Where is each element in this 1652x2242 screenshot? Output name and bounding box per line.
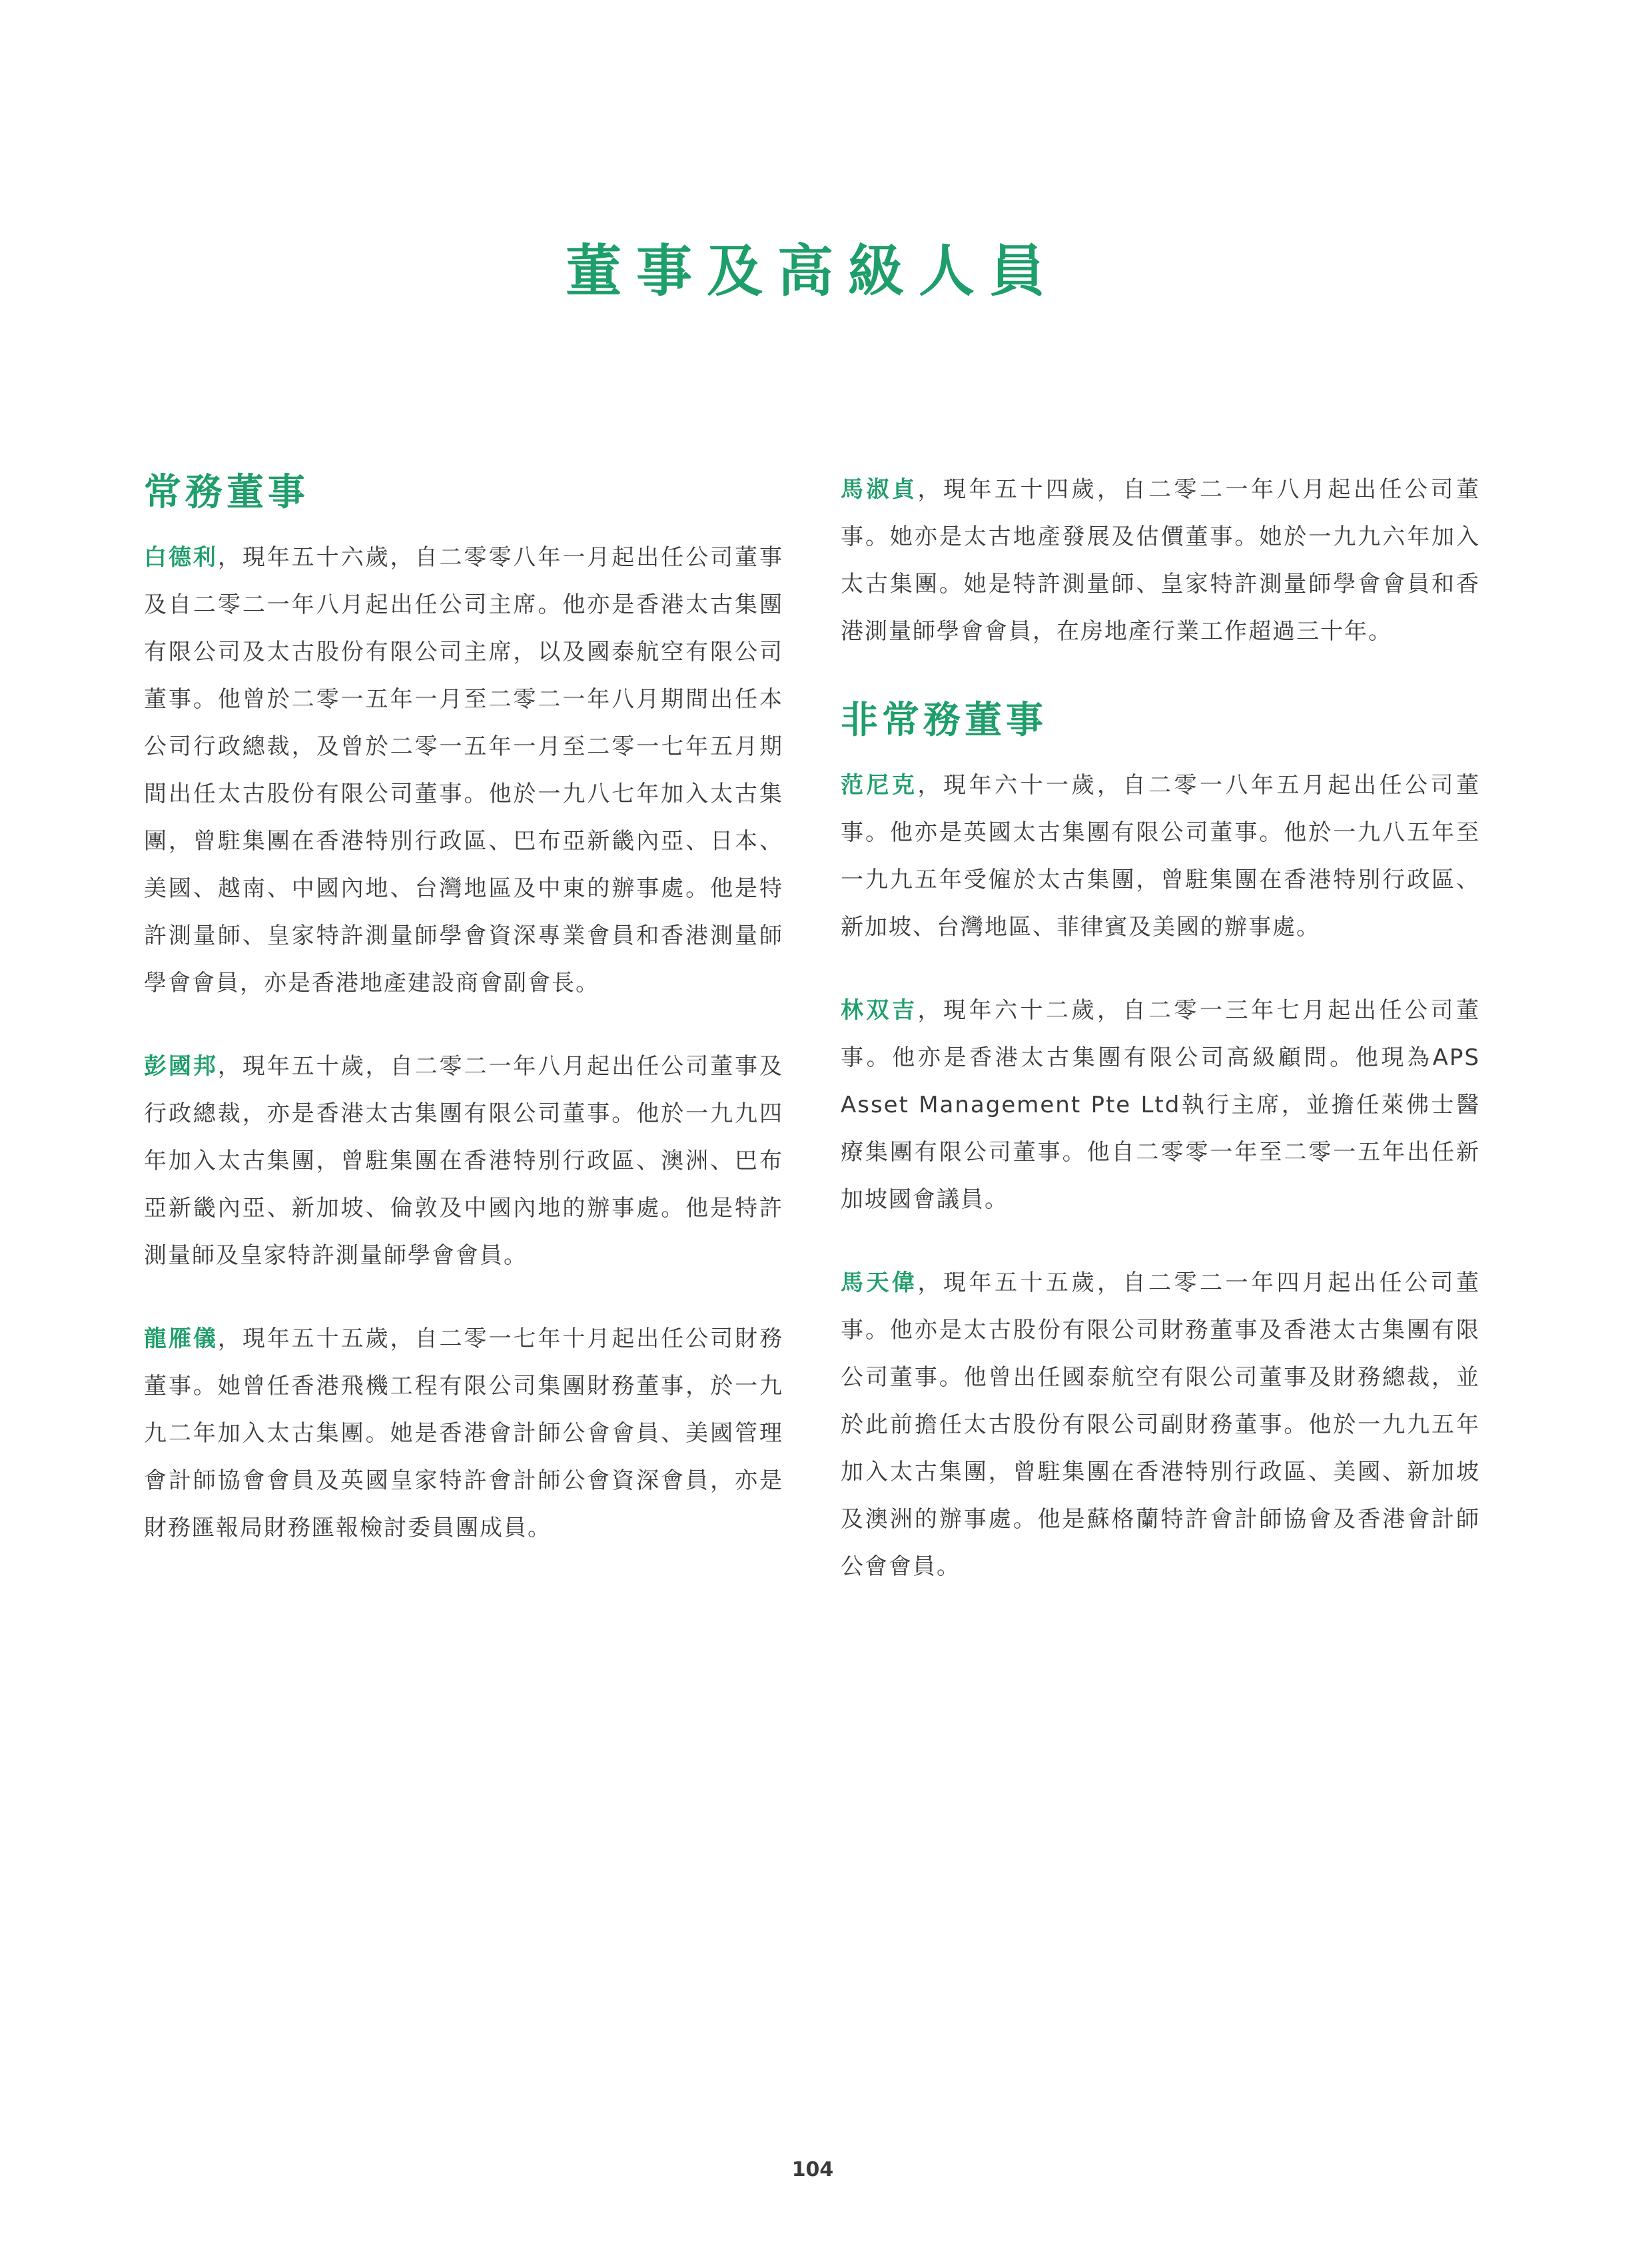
director-name: 龍雁儀 <box>144 1325 218 1352</box>
director-bio <box>841 1260 1480 1591</box>
director-name: 林双吉 <box>841 997 918 1024</box>
right-column <box>841 466 1480 1627</box>
section-heading-non-executive-directors: 非常務董事 <box>841 699 1047 742</box>
director-name: 馬天偉 <box>841 1270 918 1296</box>
director-bio-text: ，現年五十五歲，自二零二一年四月起出任公司董事。他亦是太古股份有限公司財務董事及香港太古集團有限公司董事。他曾出任國泰航空有限公司董事及財務總裁，並於此前擔任太古股份有限公司副財務董事。他於一九九五年加入太古集團，曾駐集團在香港特別行政區、美國、新加坡及澳洲的辦事處。他是蘇格蘭特許會計師協會及香港會計師公會會員。 <box>841 1270 1480 1580</box>
section-heading-executive-directors: 常務董事 <box>144 471 309 514</box>
director-bio <box>841 762 1480 951</box>
director-bio <box>144 534 783 1007</box>
left-column <box>144 466 783 1588</box>
director-name: 彭國邦 <box>144 1053 218 1080</box>
director-bio <box>841 987 1480 1224</box>
director-bio-text: ，現年五十四歲，自二零二一年八月起出任公司董事。她亦是太古地產發展及估價董事。她於一九九六年加入太古集團。她是特許測量師、皇家特許測量師學會會員和香港測量師學會會員，在房地產行業工作超過三十年。 <box>841 476 1480 645</box>
director-bio-text: ，現年六十二歲，自二零一三年七月起出任公司董事。他亦是香港太古集團有限公司高級顧問。他現為APS Asset Management Pte Ltd執行主席，並擔任萊佛士醫療集團有限公司董事。他自二零零一年至二零一五年出任新加坡國會議員。 <box>841 997 1480 1213</box>
director-bio <box>144 1315 783 1552</box>
director-bio-text: ，現年五十六歲，自二零零八年一月起出任公司董事及自二零二一年八月起出任公司主席。他亦是香港太古集團有限公司及太古股份有限公司主席，以及國泰航空有限公司董事。他曾於二零一五年一月至二零二一年八月期間出任本公司行政總裁，及曾於二零一五年一月至二零一七年五月期間出任太古股份有限公司董事。他於一九八七年加入太古集團，曾駐集團在香港特別行政區、巴布亞新畿內亞、日本、美國、越南、中國內地、台灣地區及中東的辦事處。他是特許測量師、皇家特許測量師學會資深專業會員和香港測量師學會會員，亦是香港地產建設商會副會長。 <box>144 544 784 996</box>
director-name: 白德利 <box>144 544 218 571</box>
director-bio <box>144 1043 783 1280</box>
director-bio-text: ，現年五十歲，自二零二一年八月起出任公司董事及行政總裁，亦是香港太古集團有限公司董事。他於一九九四年加入太古集團，曾駐集團在香港特別行政區、澳洲、巴布亞新畿內亞、新加坡、倫敦及中國內地的辦事處。他是特許測量師及皇家特許測量師學會會員。 <box>144 1053 784 1269</box>
director-bio-text: ，現年六十一歲，自二零一八年五月起出任公司董事。他亦是英國太古集團有限公司董事。他於一九八五年至一九九五年受僱於太古集團，曾駐集團在香港特別行政區、新加坡、台灣地區、菲律賓及美國的辦事處。 <box>841 772 1480 940</box>
page-number: 104 <box>791 2158 834 2181</box>
director-bio <box>841 466 1480 655</box>
director-name: 馬淑貞 <box>841 476 918 503</box>
director-name: 范尼克 <box>841 772 918 799</box>
page-title: 董事及高級人員 <box>565 238 1060 304</box>
director-bio-text: ，現年五十五歲，自二零一七年十月起出任公司財務董事。她曾任香港飛機工程有限公司集團財務董事，於一九九二年加入太古集團。她是香港會計師公會會員、美國管理會計師協會會員及英國皇家特許會計師公會資深會員，亦是財務匯報局財務匯報檢討委員團成員。 <box>144 1325 784 1541</box>
